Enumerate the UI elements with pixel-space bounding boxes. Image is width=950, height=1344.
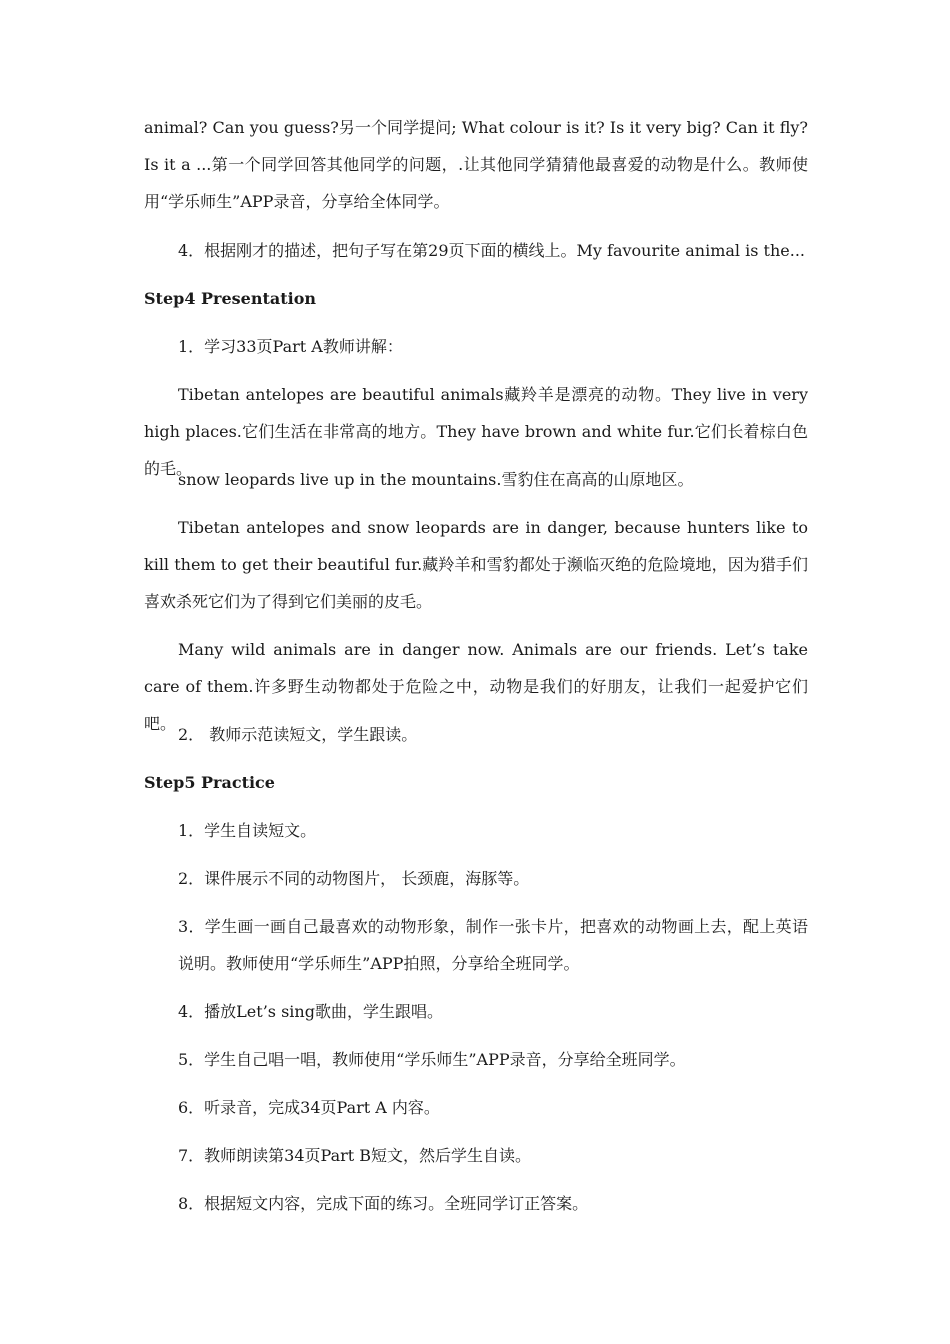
paragraph-step5-item1: 1．学生自读短文。 [178, 821, 317, 840]
paragraph-step5-item5: 5．学生自己唱一唱，教师使用“学乐师生”APP录音，分享给全班同学。 [178, 1050, 686, 1069]
paragraph-step5-item6: 6．听录音，完成34页Part A 内容。 [178, 1098, 440, 1117]
paragraph-step5-item8: 8．根据短文内容，完成下面的练习。全班同学订正答案。 [178, 1194, 589, 1213]
paragraph-snow-leopards: snow leopards live up in the mountains.雪豹住在高高的山原地区。 [178, 470, 694, 489]
paragraph-step5-item4: 4．播放Let’s sing歌曲，学生跟唱。 [178, 1002, 443, 1021]
paragraph-wild-animals: Many wild animals are in danger now. Animals are our friends. Let’s take care of them.许多野生动物都处于危险之中，动物是我们的好朋友，让我们一起爱护它们吧。 [144, 640, 808, 733]
paragraph-in-danger: Tibetan antelopes and snow leopards are in danger, because hunters like to kill them to get their beautiful fur.藏羚羊和雪豹都处于濒临灭绝的危险境地，因为猎手们喜欢杀死它们为了得到它们美丽的皮毛。 [144, 518, 808, 611]
paragraph-step5-item2: 2．课件展示不同的动物图片， 长颈鹿，海豚等。 [178, 869, 530, 888]
paragraph-step5-item3: 3．学生画一画自己最喜欢的动物形象，制作一张卡片，把喜欢的动物画上去，配上英语说明。教师使用“学乐师生”APP拍照，分享给全班同学。 [178, 917, 808, 973]
paragraph-step4-item2: 2． 教师示范读短文，学生跟读。 [178, 725, 418, 744]
paragraph-antelopes: Tibetan antelopes are beautiful animals藏羚羊是漂亮的动物。They live in very high places.它们生活在非常高的地方。They have brown and white fur.它们长着棕白色的毛。 [144, 385, 808, 478]
heading-step4: Step4 Presentation [144, 289, 317, 308]
paragraph-step5-item7: 7．教师朗读第34页Part B短文，然后学生自读。 [178, 1146, 532, 1165]
paragraph-guess-game: animal? Can you guess?另一个同学提问; What colour is it? Is it very big? Can it fly? Is it a ...第一个同学回答其他同学的问题，.让其他同学猜猜他最喜爱的动物是什么。教师使用“学乐师生”APP录音，分享给全体同学。 [144, 118, 808, 211]
paragraph-step4-item1: 1．学习33页Part A教师讲解： [178, 337, 403, 356]
paragraph-step3-item4: 4．根据刚才的描述，把句子写在第29页下面的横线上。My favourite animal is the... [178, 241, 805, 260]
heading-step5: Step5 Practice [144, 773, 275, 792]
